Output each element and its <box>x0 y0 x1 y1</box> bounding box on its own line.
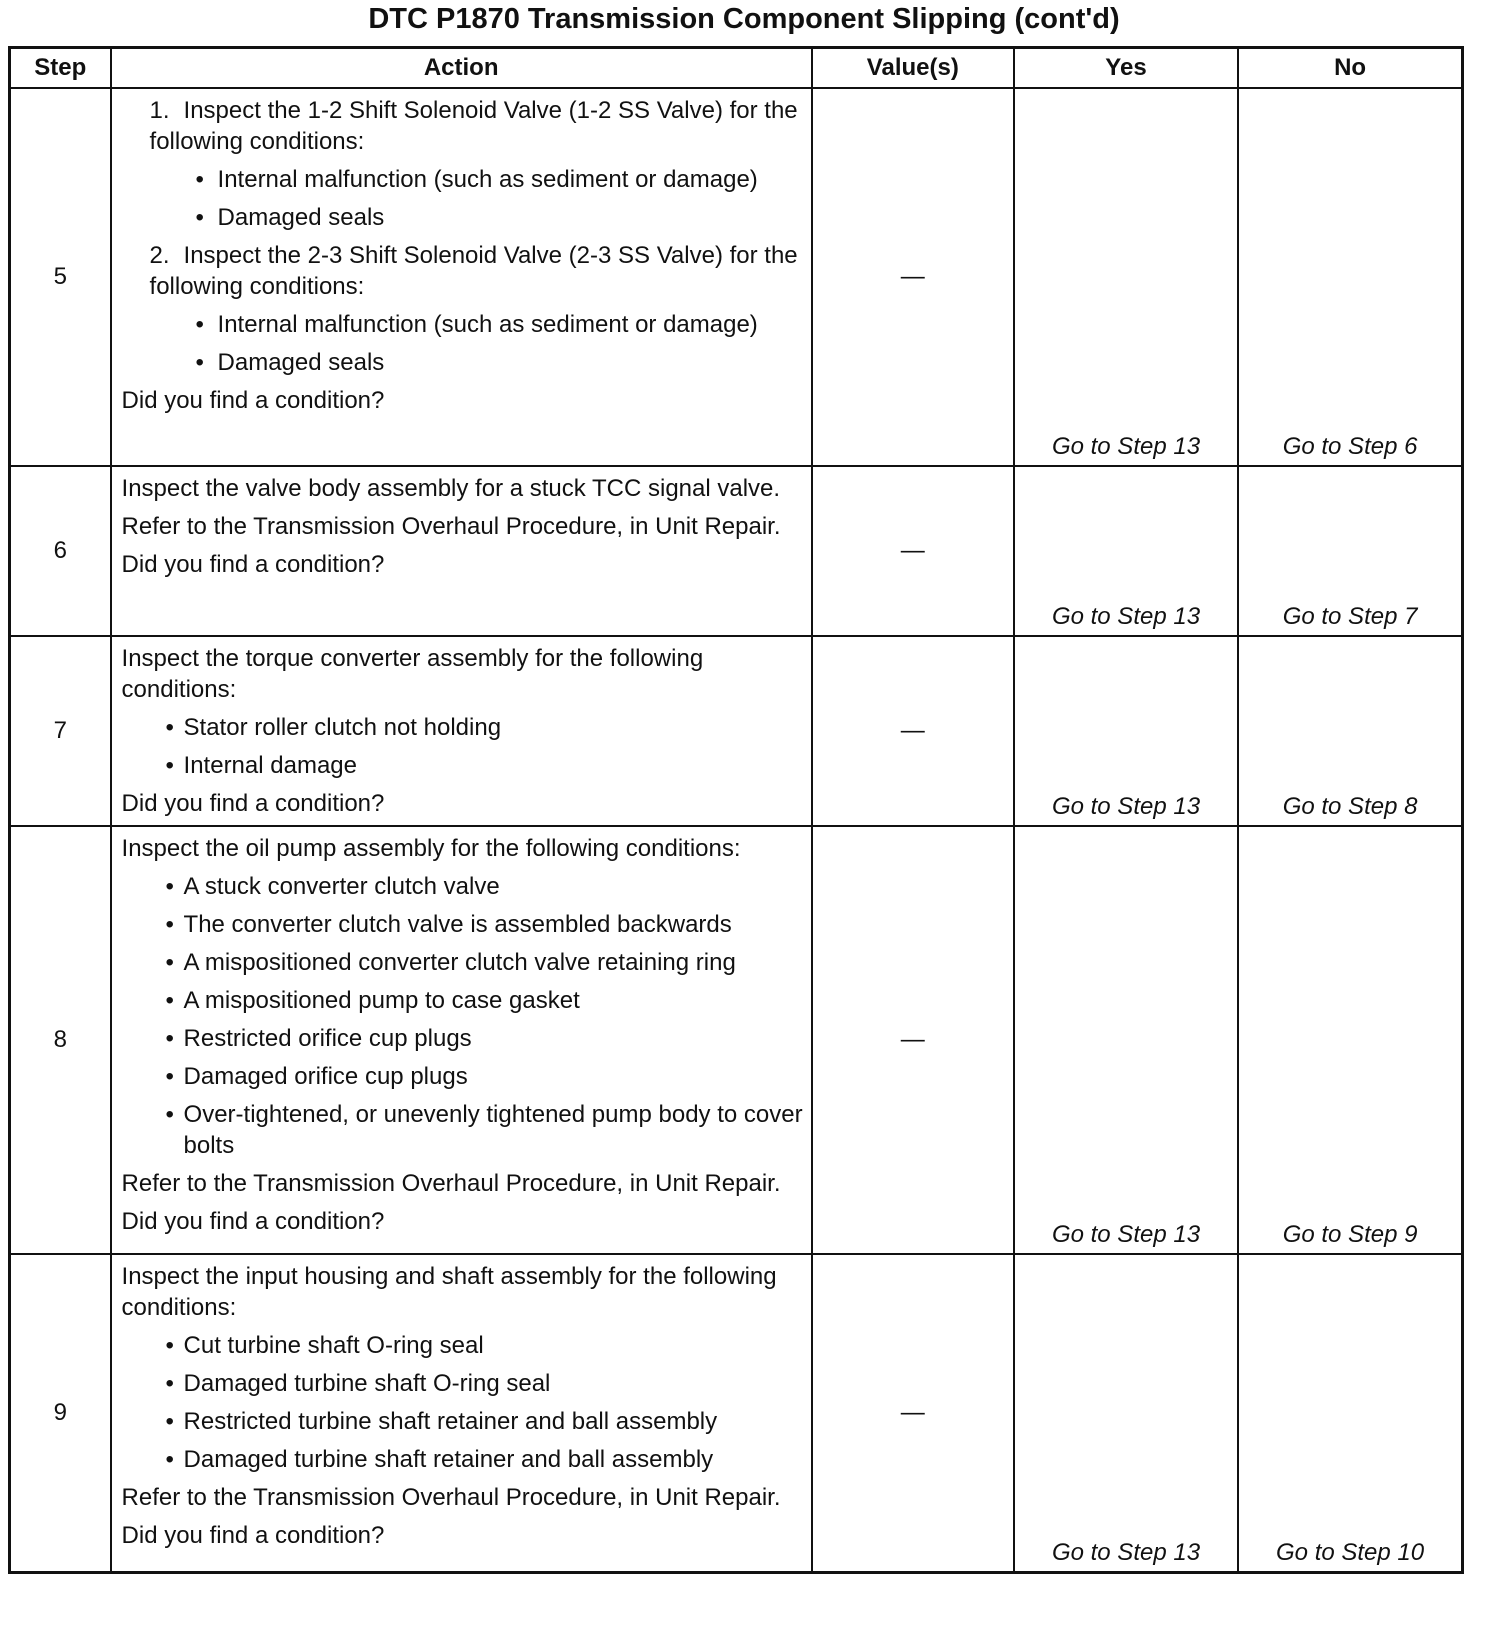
bullet-item: • Over-tightened, or unevenly tightened pump body to cover bolts <box>165 1101 803 1159</box>
question-text: Did you find a condition? <box>121 387 385 414</box>
reference-text: Refer to the Transmission Overhaul Procedure, in Unit Repair. <box>121 1170 781 1197</box>
question-text: Did you find a condition? <box>121 790 385 817</box>
numbered-item <box>122 240 803 302</box>
question-text: Did you find a condition? <box>121 1522 385 1549</box>
no-cell: Go to Step 6 <box>1238 88 1462 466</box>
bullet-icon: • <box>165 714 174 741</box>
action-cell <box>111 466 812 636</box>
action-text: Inspect the oil pump assembly for the following conditions: <box>121 835 741 862</box>
yes-cell: Go to Step 13 <box>1014 466 1238 636</box>
item-number: 1. <box>149 97 170 124</box>
question-text: Did you find a condition? <box>121 551 385 578</box>
bullet-item: • Damaged seals <box>195 204 385 231</box>
page-title: DTC P1870 Transmission Component Slipping (cont'd) <box>368 3 1120 35</box>
bullet-icon: • <box>165 1446 174 1473</box>
no-cell: Go to Step 8 <box>1238 636 1462 826</box>
bullet-item: • Damaged orifice cup plugs <box>165 1063 468 1090</box>
bullet-icon: • <box>195 166 204 193</box>
bullet-item: • Stator roller clutch not holding <box>165 714 502 741</box>
bullet-icon: • <box>165 752 174 779</box>
header-action: Action <box>111 48 812 89</box>
header-step: Step <box>10 48 111 89</box>
value-cell: — <box>812 636 1014 826</box>
bullet-icon: • <box>195 204 204 231</box>
step-number: 7 <box>10 636 111 826</box>
bullet-icon: • <box>165 1332 174 1359</box>
table-row-step-6 <box>10 466 1463 636</box>
bullet-icon: • <box>165 1063 174 1090</box>
bullet-icon: • <box>165 873 174 900</box>
yes-cell: Go to Step 13 <box>1014 1254 1238 1572</box>
step-number: 5 <box>10 88 111 466</box>
step-number: 6 <box>10 466 111 636</box>
bullet-item: • Internal damage <box>165 752 357 779</box>
value-cell: — <box>812 1254 1014 1572</box>
item-text: Inspect the 1-2 Shift Solenoid Valve (1-2 SS Valve) for the following conditions: <box>149 97 798 155</box>
bullet-icon: • <box>165 911 174 938</box>
bullet-item: • The converter clutch valve is assembled backwards <box>165 911 732 938</box>
no-cell: Go to Step 9 <box>1238 826 1462 1254</box>
bullet-icon: • <box>165 987 174 1014</box>
table-row-step-8 <box>10 826 1463 1254</box>
bullet-icon: • <box>165 1408 174 1435</box>
table-row-step-9 <box>10 1254 1463 1572</box>
diagnostic-table <box>8 46 1464 1574</box>
yes-cell: Go to Step 13 <box>1014 636 1238 826</box>
header-yes: Yes <box>1014 48 1238 89</box>
bullet-item: • Internal malfunction (such as sediment or damage) <box>195 311 758 338</box>
bullet-icon: • <box>195 311 204 338</box>
bullet-item: • A mispositioned converter clutch valve retaining ring <box>165 949 736 976</box>
yes-cell: Go to Step 13 <box>1014 826 1238 1254</box>
action-text: Inspect the torque converter assembly for the following conditions: <box>121 645 704 703</box>
reference-text: Refer to the Transmission Overhaul Procedure, in Unit Repair. <box>121 513 781 540</box>
bullet-icon: • <box>165 1101 174 1128</box>
bullet-item: • Damaged turbine shaft O-ring seal <box>165 1370 551 1397</box>
action-cell <box>111 1254 812 1572</box>
action-cell <box>111 826 812 1254</box>
item-text: Inspect the 2-3 Shift Solenoid Valve (2-3 SS Valve) for the following conditions: <box>149 242 798 300</box>
action-text: Inspect the valve body assembly for a stuck TCC signal valve. <box>121 475 781 502</box>
value-cell: — <box>812 88 1014 466</box>
step-number: 9 <box>10 1254 111 1572</box>
numbered-item <box>122 95 803 157</box>
value-cell: — <box>812 466 1014 636</box>
bullet-icon: • <box>165 1370 174 1397</box>
action-cell <box>111 88 812 466</box>
action-cell <box>111 636 812 826</box>
bullet-item: • Damaged seals <box>195 349 385 376</box>
table-header-row <box>10 48 1463 89</box>
item-number: 2. <box>149 242 170 269</box>
bullet-item: • Internal malfunction (such as sediment or damage) <box>195 166 758 193</box>
bullet-item: • Restricted orifice cup plugs <box>165 1025 472 1052</box>
bullet-item: • Cut turbine shaft O-ring seal <box>165 1332 484 1359</box>
no-cell: Go to Step 10 <box>1238 1254 1462 1572</box>
value-cell: — <box>812 826 1014 1254</box>
header-no: No <box>1238 48 1462 89</box>
no-cell: Go to Step 7 <box>1238 466 1462 636</box>
yes-cell: Go to Step 13 <box>1014 88 1238 466</box>
question-text: Did you find a condition? <box>121 1208 385 1235</box>
bullet-icon: • <box>165 1025 174 1052</box>
bullet-item: • A mispositioned pump to case gasket <box>165 987 580 1014</box>
table-row-step-7 <box>10 636 1463 826</box>
action-text: Inspect the input housing and shaft assembly for the following conditions: <box>121 1263 777 1321</box>
table-row-step-5 <box>10 88 1463 466</box>
step-number: 8 <box>10 826 111 1254</box>
header-values: Value(s) <box>812 48 1014 89</box>
bullet-icon: • <box>195 349 204 376</box>
bullet-item: • A stuck converter clutch valve <box>165 873 500 900</box>
bullet-item: • Restricted turbine shaft retainer and ball assembly <box>165 1408 718 1435</box>
bullet-icon: • <box>165 949 174 976</box>
bullet-item: • Damaged turbine shaft retainer and ball assembly <box>165 1446 714 1473</box>
reference-text: Refer to the Transmission Overhaul Procedure, in Unit Repair. <box>121 1484 781 1511</box>
